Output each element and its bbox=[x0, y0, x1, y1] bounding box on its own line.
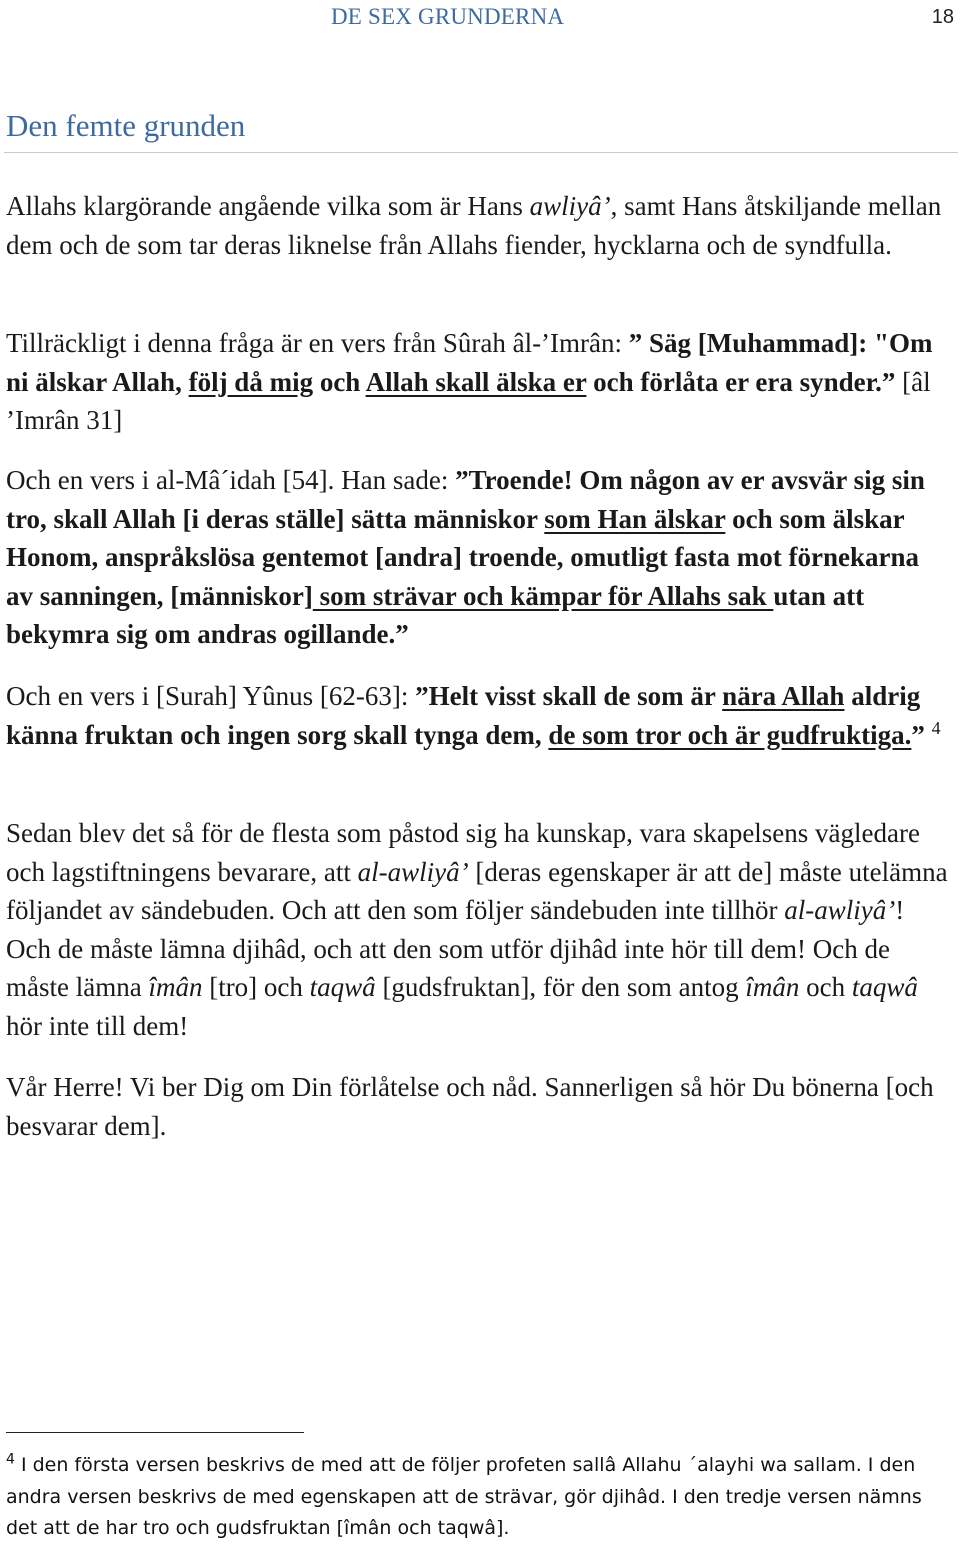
paragraph-prayer: Vår Herre! Vi ber Dig om Din förlåtelse och nåd. Sannerligen så hör Du bönerna [och besvarar dem]. bbox=[6, 1072, 934, 1141]
paragraph-al-maidah: Och en vers i al-Mâ´idah [54]. Han sade: ”Troende! Om någon av er avsvär sig sin tro, skall Allah [i deras ställe] sätta människor som Han älskar och som älskar Honom, anspråkslösa gentemot [andra] troende, omutligt fasta mot förnekarna av sanningen, [människor] som strävar och kämpar för Allahs sak utan att bekymra sig om andras ogillande.” bbox=[6, 465, 925, 649]
page-number: 18 bbox=[931, 6, 954, 28]
verse-quote: ”Troende! Om någon av er avsvär sig sin tro, skall Allah [i deras ställe] sätta människor som Han älskar och som älskar Honom, anspråkslösa gentemot [andra] troende, omutligt fasta mot förnekarna av sanningen, [människor] som strävar och kämpar för Allahs sak utan att bekymra sig om andras ogillande.” bbox=[6, 465, 925, 649]
footnote bbox=[6, 1450, 951, 1545]
paragraph-intro: Allahs klargörande angående vilka som är Hans awliyâ’, samt Hans åtskiljande mellan dem och de som tar deras liknelse från Allahs fiender, hycklarna och de syndfulla. bbox=[6, 191, 942, 260]
verse-quote: ”Helt visst skall de som är nära Allah aldrig känna fruktan och ingen sorg skall tynga dem, de som tror och är gudfruktiga.” bbox=[6, 681, 925, 750]
paragraph-yunus: Och en vers i [Surah] Yûnus [62-63]: ”Helt visst skall de som är nära Allah aldrig känna fruktan och ingen sorg skall tynga dem, de som tror och är gudfruktiga.” $^4$ bbox=[6, 681, 941, 750]
footnote-text: I den första versen beskrivs de med att de följer profeten sallâ Allahu ´alayhi wa sallam. I den andra versen beskrivs de med egenskapen att de strävar, gör djihâd. I den tredje versen nämns det att de har tro och gudsfruktan [îmân och taqwâ]. bbox=[6, 1454, 922, 1539]
footnote-marker: 4 bbox=[931, 717, 941, 738]
footnote-number: 4 bbox=[6, 1451, 15, 1468]
running-title: DE SEX GRUNDERNA bbox=[331, 4, 565, 29]
heading-rule bbox=[4, 152, 958, 153]
page-header bbox=[0, 0, 960, 36]
paragraph-al-imran: Tillräckligt i denna fråga är en vers från Sûrah âl-’Imrân: ” Säg [Muhammad]: "Om ni älskar Allah, följ då mig och Allah skall älska er och förlåta er era synder.” [âl ’Imrân 31] bbox=[6, 328, 933, 435]
paragraph-awliya: Sedan blev det så för de flesta som påstod sig ha kunskap, vara skapelsens vägledare och lagstiftningens bevarare, att al-awliyâ’ [deras egenskaper är att de] måste utelämna följandet av sändebuden. Och att den som följer sändebuden inte tillhör al-awliyâ’! Och de måste lämna djihâd, och att den som utför djihâd inte hör till dem! Och de måste lämna îmân [tro] och taqwâ [gudsfruktan], för den som antog îmân och taqwâ hör inte till dem! bbox=[6, 818, 948, 1041]
footnote-separator bbox=[6, 1432, 304, 1433]
verse-reference: [âl ’Imrân 31] bbox=[6, 366, 931, 435]
chapter-heading: Den femte grunden bbox=[6, 108, 246, 143]
verse-quote: ” Säg [Muhammad]: "Om ni älskar Allah, följ då mig och Allah skall älska er och förlåta er era synder.” bbox=[6, 328, 933, 397]
